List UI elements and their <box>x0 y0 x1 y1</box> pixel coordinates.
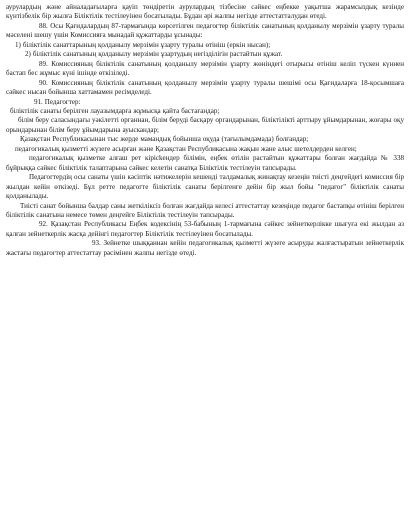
list-item-91-3: Қазақстан Республикасынан тыс жерде мамандық бойынша оқуда (тағылымдамада) болғандар; <box>20 135 309 144</box>
paragraph-89: 89. Комиссияның біліктілік санатының қолданылу мерзімін ұзарту жөніндегі отырысы өтініш келіп түскен күннен бастап бес жұмыс күні ішінде өткізіледі. <box>6 59 404 78</box>
paragraph-insufficient-points: Тиісті санат бойынша балдар саны жеткіліксіз болған жағдайда келесі аттестаттау кезеңінде педагог бастапқы өтініш берілген біліктілік санатына немесе төмен деңгейге Біліктілік тестілеуін тапсырады. <box>6 201 404 219</box>
paragraph-93: 93. Зейнетке шыққаннан кейін педагогикалық қызметті жүзеге асыруды жалғастыратын зейнеткерлік жастағы педагогтер аттестаттау рәсімінен жалпы негізде өтеді. <box>6 239 404 257</box>
paragraph-88: 88. Осы Қағидалардың 87-тармағында көрсетілген педагогтер біліктілік санатының қолданылу мерзімін ұзарту туралы мәселені шешу үшін Комиссияға мынадай құжаттарды ұсынады: <box>6 21 404 40</box>
paragraph-90: 90. Комиссияның біліктілік санатының қолданылу мерзімін ұзарту туралы шешімі осы Қағидаларға 18-қосымшаға сәйкес нысан бойынша хаттамамен ресімделеді. <box>6 78 404 97</box>
paragraph-analysis-period: Педагогтердің осы санаты үшін кәсіптік нәтижелерін кешенді талдамалық жинақтау кезеңін тиісті деңгейдегі комиссия бір жылдан кейін өткізеді. Бұл ретте педагогте біліктілік санаты берілгенге дейін бір жыл бойы "педагог" біліктілік санаты қолданылады. <box>6 173 404 201</box>
paragraph-87-continuation: аурулардың және айналадағыларға қауіп төндіретін аурулардың тізбесіне сәйкес еңбекке уақытша жарамсыздық кезінде күнтізбелік бір жылға Біліктілік тестілеуінен босатылады. Бұдан әрі жалпы негізде аттестатталудан өтеді. <box>6 3 404 21</box>
paragraph-91: 91. Педагогтер: <box>34 97 81 106</box>
list-item-88-1: 1) біліктілік санаттарының қолданылу мерзімін ұзарту туралы өтініш (еркін нысан); <box>15 40 271 49</box>
list-item-91-4: педагогикалық қызметті жүзеге асырған және Қазақстан Республикасына жақын жане алыс шетелдерден келген; <box>15 144 357 153</box>
list-item-91-5: педагогикалық қызметке алғаш рет кірісkендер білімін, еңбек өтілін растайтын құжаттары болған жағдайда № 338 бұйрыққа сәйкес біліктілік талаптарына сәйкес келетін санатқа Біліктілік тестілеуін тапсырады. <box>6 154 404 172</box>
paragraph-92: 92. Қазақстан Республикасы Еңбек кодексінің 53-бабының 1-тармағына сәйкес зейнеткерлікке шығуға екі жылдан аз қалған зейнеткерлік жасқа дейінгі педагогтер Біліктілік тестілеуінен босатылады. <box>6 220 404 238</box>
list-item-91-2: білім беру саласындағы уәкілетті органнан, білім беруді басқару органдарынан, біліктілікті арттыру ұйымдарынан, жоғары оқу орындарынан білім беру ұйымдарына ауыскандар; <box>6 116 404 134</box>
document-body <box>6 3 404 258</box>
list-item-91-1: біліктілік санаты берілген лауазымдарға жұмысқа қайта бастағандар; <box>10 106 220 115</box>
list-item-88-2: 2) біліктілік санатының қолданылу мерзімін ұзартудың негізділігін растайтын құжат. <box>25 50 283 59</box>
